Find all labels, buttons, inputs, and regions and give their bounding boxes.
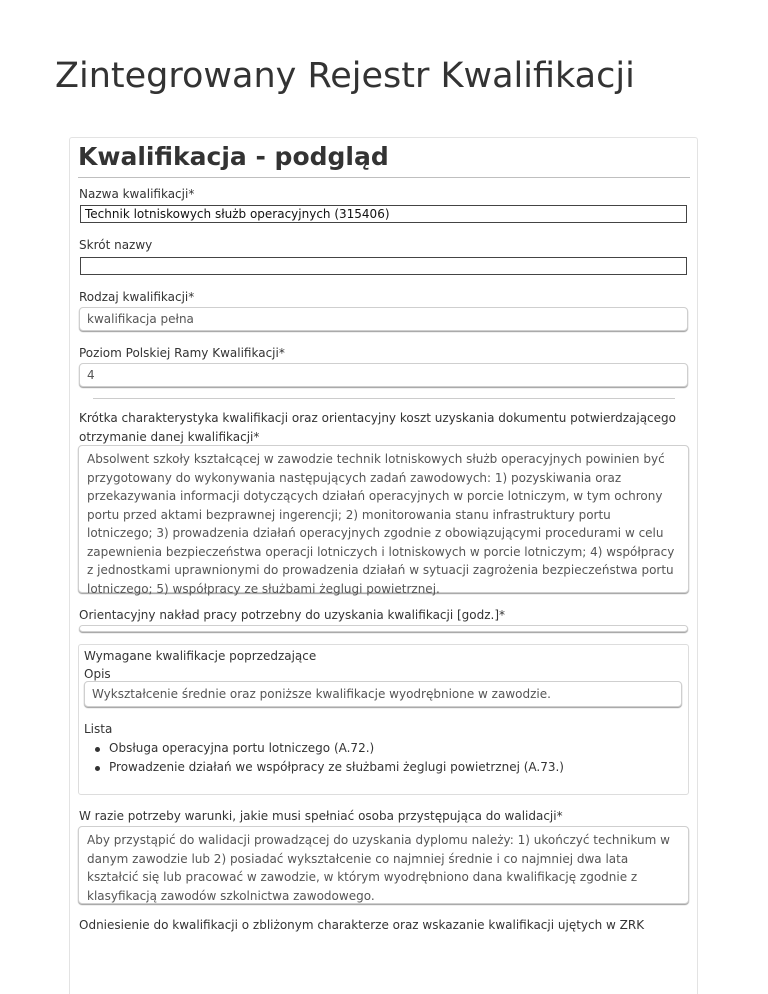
site-title: Zintegrowany Rejestr Kwalifikacji (55, 56, 635, 96)
prerequisites-list (92, 739, 564, 777)
description-field[interactable]: Absolwent szkoły kształcącej w zawodzie technik lotniskowych służb operacyjnych powinien być przygotowany do wykonywania następujących zadań zawodowych: 1) pozyskiwania oraz przekazywania informacji dotyczących działań operacyjnych w porcie lotniczym, w tym ochrony portu przed aktami bezprawnej ingerencji; 2) monitorowania stanu infrastruktury portu lotniczego; 3) prowadzenia działań operacyjnych zgodnie z obowiązującymi procedurami w celu zapewnienia bezpieczeństwa operacji lotniczych i lotniskowych w porcie lotniczym; 4) współpracy z jednostkami uprawnionymi do prowadzenia działań w sytuacji zagrożenia bezpieczeństwa portu lotniczego; 5) współpracy ze służbami żeglugi powietrznej. (78, 445, 689, 593)
prerequisites-description-label: Opis (84, 667, 111, 681)
list-item: Prowadzenie działań we współpracy ze służbami żeglugi powietrznej (A.73.) (92, 758, 564, 777)
conditions-label: W razie potrzeby warunki, jakie musi spełniać osoba przystępująca do walidacji* (79, 809, 563, 823)
list-item: Obsługa operacyjna portu lotniczego (A.72.) (92, 739, 564, 758)
name-label: Nazwa kwalifikacji* (79, 187, 195, 201)
name-field[interactable]: Technik lotniskowych służb operacyjnych (315406) (80, 205, 687, 223)
level-label: Poziom Polskiej Ramy Kwalifikacji* (79, 346, 285, 360)
short-name-field[interactable] (80, 257, 687, 275)
level-value: 4 (87, 368, 95, 382)
prerequisites-heading: Wymagane kwalifikacje poprzedzające (84, 649, 317, 663)
short-name-label: Skrót nazwy (79, 238, 153, 252)
prerequisites-list-label: Lista (84, 722, 113, 736)
workload-label: Orientacyjny nakład pracy potrzebny do uzyskania kwalifikacji [godz.]* (79, 608, 506, 622)
reference-label: Odniesienie do kwalifikacji o zbliżonym charakterze oraz wskazanie kwalifikacji ujętych w ZRK (79, 918, 645, 932)
panel-title: Kwalifikacja - podgląd (78, 142, 389, 171)
prerequisites-description-field[interactable] (84, 681, 682, 707)
section-divider (93, 398, 675, 399)
type-label: Rodzaj kwalifikacji* (79, 290, 195, 304)
level-field[interactable] (79, 363, 688, 387)
type-field[interactable] (79, 307, 688, 331)
workload-field[interactable] (79, 625, 688, 632)
title-divider (78, 177, 690, 178)
conditions-field[interactable]: Aby przystąpić do walidacji prowadzącej do uzyskania dyplomu należy: 1) ukończyć technikum w danym zawodzie lub 2) posiadać wykształcenie co najmniej średnie i co najmniej dwa lata kształcić się lub pracować w zawodzie, w którym wyodrębniono dana kwalifikację zgodnie z klasyfikacją zawodów szkolnictwa zawodowego. (78, 826, 689, 904)
description-label: Krótka charakterystyka kwalifikacji oraz orientacyjny koszt uzyskania dokumentu potwierdzającego otrzymanie danej kwalifikacji* (79, 411, 676, 444)
type-value: kwalifikacja pełna (87, 312, 194, 326)
prerequisites-description-value: Wykształcenie średnie oraz poniższe kwalifikacje wyodrębnione w zawodzie. (92, 687, 551, 701)
